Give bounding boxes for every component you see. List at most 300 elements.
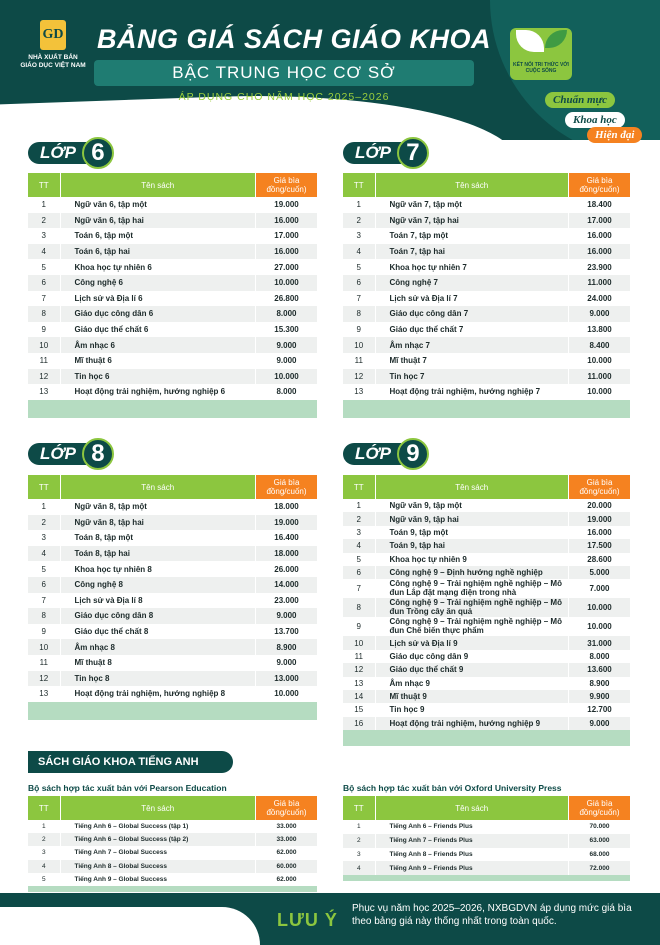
row-number: 9: [343, 617, 375, 636]
table-row: [343, 275, 631, 291]
table-row: [343, 539, 631, 552]
price-header-line1: Giá bìa: [273, 478, 300, 487]
book-price: 62.000: [256, 873, 318, 886]
book-name: Hoạt động trải nghiệm, hướng nghiệp 6: [60, 384, 256, 400]
row-number: 5: [343, 259, 375, 275]
book-name: Tin học 8: [60, 671, 256, 687]
book-name: Ngữ văn 6, tập hai: [60, 213, 256, 229]
table-row: [28, 546, 318, 562]
table-footer: [343, 875, 631, 881]
tag-khoa-hoc: Khoa học: [565, 112, 625, 128]
col-header-price: [569, 796, 631, 820]
book-name: Toán 9, tập một: [375, 526, 569, 539]
table-row: [343, 690, 631, 703]
book-price: 13.000: [256, 671, 318, 687]
book-price: 60.000: [256, 860, 318, 873]
col-header-name: Tên sách: [375, 173, 569, 197]
book-name: Toán 8, tập hai: [60, 546, 256, 562]
price-header-line2: đồng/cuốn): [579, 487, 620, 496]
row-number: 11: [343, 353, 375, 369]
table-row: [28, 322, 318, 338]
grade-8-table: [28, 475, 318, 720]
row-number: 8: [343, 306, 375, 322]
book-price: 17.000: [569, 213, 631, 229]
book-name: Tiếng Anh 7 – Global Success: [60, 846, 256, 859]
table-row: [343, 197, 631, 213]
row-number: 4: [28, 244, 60, 260]
table-row: [343, 861, 631, 875]
book-name: Mĩ thuật 9: [375, 690, 569, 703]
book-name: Ngữ văn 8, tập hai: [60, 515, 256, 531]
price-header-line2: đồng/cuốn): [266, 185, 307, 194]
col-header-tt: TT: [28, 173, 60, 197]
table-row: [343, 228, 631, 244]
row-number: 1: [343, 499, 375, 512]
table-row: [28, 593, 318, 609]
row-number: 1: [28, 820, 60, 833]
table-row: [28, 291, 318, 307]
book-price: 9.000: [256, 337, 318, 353]
book-price: 18.000: [256, 499, 318, 515]
oxford-table: [343, 796, 631, 881]
table-header: [343, 796, 631, 820]
table-footer-band: [28, 702, 318, 720]
row-number: 8: [28, 306, 60, 322]
grade-7-badge: [343, 138, 429, 168]
page-title: BẢNG GIÁ SÁCH GIÁO KHOA: [96, 24, 491, 54]
table-row: [343, 579, 631, 598]
col-header-name: Tên sách: [60, 173, 256, 197]
row-number: 15: [343, 703, 375, 716]
row-number: 3: [343, 848, 375, 862]
grade-6-table: [28, 173, 318, 418]
table-row: [343, 259, 631, 275]
book-price: 70.000: [569, 820, 631, 834]
book-name: Giáo dục thể chất 6: [60, 322, 256, 338]
row-number: 9: [28, 322, 60, 338]
table-footer-band: [28, 886, 318, 892]
book-price: 16.000: [569, 228, 631, 244]
table-row: [28, 259, 318, 275]
table-row: [28, 499, 318, 515]
row-number: 9: [28, 624, 60, 640]
book-name: Công nghệ 9 – Trải nghiệm nghề nghiệp – Mô đun Trồng cây ăn quả: [375, 598, 569, 617]
book-name: Tin học 6: [60, 369, 256, 385]
row-number: 10: [343, 636, 375, 649]
table-row: [28, 686, 318, 702]
note-title: LƯU Ý: [277, 910, 338, 930]
row-number: 2: [343, 213, 375, 229]
table-row: [28, 833, 318, 846]
table-row: [28, 873, 318, 886]
book-price: 72.000: [569, 861, 631, 875]
table-header: [28, 475, 318, 499]
row-number: 12: [28, 369, 60, 385]
book-name: Lịch sử và Địa lí 7: [375, 291, 569, 307]
col-header-tt: TT: [343, 475, 375, 499]
row-number: 10: [28, 639, 60, 655]
table-row: [28, 275, 318, 291]
book-price: 9.900: [569, 690, 631, 703]
book-name: Khoa học tự nhiên 6: [60, 259, 256, 275]
col-header-tt: TT: [343, 173, 375, 197]
table-footer-band: [343, 400, 631, 418]
table-row: [343, 337, 631, 353]
book-name: Tin học 7: [375, 369, 569, 385]
book-name: Ngữ văn 8, tập một: [60, 499, 256, 515]
table-row: [343, 499, 631, 512]
row-number: 4: [28, 860, 60, 873]
row-number: 7: [28, 593, 60, 609]
row-number: 5: [28, 561, 60, 577]
table-row: [28, 671, 318, 687]
table-row: [343, 244, 631, 260]
book-price: 62.000: [256, 846, 318, 859]
book-name: Tiếng Anh 6 – Global Success (tập 2): [60, 833, 256, 846]
book-price: 13.700: [256, 624, 318, 640]
table-row: [343, 353, 631, 369]
grade-label: LỚP: [28, 443, 86, 465]
table-row: [343, 512, 631, 525]
book-price: 63.000: [569, 834, 631, 848]
table-row: [28, 608, 318, 624]
row-number: 10: [343, 337, 375, 353]
row-number: 13: [343, 677, 375, 690]
book-price: 18.000: [256, 546, 318, 562]
table-row: [28, 639, 318, 655]
row-number: 13: [28, 686, 60, 702]
tag-hien-dai: Hiện đại: [587, 127, 642, 143]
book-price: 16.000: [256, 213, 318, 229]
table-footer-band: [28, 400, 318, 418]
english-section-title: SÁCH GIÁO KHOA TIẾNG ANH: [28, 751, 233, 773]
table-row: [28, 820, 318, 833]
table-row: [28, 515, 318, 531]
book-price: 8.900: [569, 677, 631, 690]
grade-7-table: [343, 173, 631, 418]
book-price: 16.000: [256, 244, 318, 260]
table-row: [28, 561, 318, 577]
table-row: [343, 636, 631, 649]
row-number: 6: [28, 275, 60, 291]
book-name: Lịch sử và Địa lí 6: [60, 291, 256, 307]
book-name: Giáo dục công dân 6: [60, 306, 256, 322]
book-name: Toán 6, tập hai: [60, 244, 256, 260]
book-name: Khoa học tự nhiên 8: [60, 561, 256, 577]
row-number: 2: [28, 213, 60, 229]
book-price: 20.000: [569, 499, 631, 512]
book-price: 11.000: [569, 369, 631, 385]
book-price: 9.000: [256, 655, 318, 671]
book-price: 23.900: [569, 259, 631, 275]
col-header-price: [256, 475, 318, 499]
book-price: 24.000: [569, 291, 631, 307]
table-row: [28, 337, 318, 353]
publisher-logo: [14, 20, 92, 70]
grade-6-badge: [28, 138, 114, 168]
grade-9-badge: [343, 439, 429, 469]
row-number: 6: [343, 566, 375, 579]
price-header-line1: Giá bìa: [586, 799, 613, 808]
table-row: [343, 820, 631, 834]
book-name: Tiếng Anh 8 – Global Success: [60, 860, 256, 873]
row-number: 7: [343, 291, 375, 307]
book-price: 9.000: [256, 353, 318, 369]
book-price: 8.000: [569, 650, 631, 663]
table-row: [28, 228, 318, 244]
row-number: 3: [28, 530, 60, 546]
price-header-line2: đồng/cuốn): [266, 487, 307, 496]
row-number: 1: [343, 197, 375, 213]
col-header-price: [256, 796, 318, 820]
price-header-line1: Giá bìa: [273, 799, 300, 808]
book-price: 8.900: [256, 639, 318, 655]
book-name: Toán 7, tập hai: [375, 244, 569, 260]
table-row: [343, 663, 631, 676]
note-wave: [0, 907, 260, 945]
book-name: Mĩ thuật 6: [60, 353, 256, 369]
row-number: 4: [343, 861, 375, 875]
table-row: [343, 213, 631, 229]
book-price: 8.000: [256, 306, 318, 322]
table-row: [343, 598, 631, 617]
tag-chuan-muc: Chuẩn mực: [545, 92, 615, 108]
book-name: Tiếng Anh 6 – Friends Plus: [375, 820, 569, 834]
book-name: Ngữ văn 6, tập một: [60, 197, 256, 213]
school-year: ÁP DỤNG CHO NĂM HỌC 2025–2026: [178, 91, 390, 103]
grade-9-table: [343, 475, 631, 746]
book-name: Hoạt động trải nghiệm, hướng nghiệp 7: [375, 384, 569, 400]
book-name: Giáo dục thể chất 7: [375, 322, 569, 338]
table-footer: [28, 886, 318, 892]
book-name: Giáo dục công dân 8: [60, 608, 256, 624]
table-row: [343, 717, 631, 730]
col-header-name: Tên sách: [60, 475, 256, 499]
book-name: Toán 7, tập một: [375, 228, 569, 244]
table-footer-band: [343, 875, 631, 881]
row-number: 2: [28, 515, 60, 531]
book-name: Tiếng Anh 6 – Global Success (tập 1): [60, 820, 256, 833]
book-name: Giáo dục thể chất 8: [60, 624, 256, 640]
book-price: 27.000: [256, 259, 318, 275]
book-name: Tin học 9: [375, 703, 569, 716]
book-name: Ngữ văn 7, tập một: [375, 197, 569, 213]
book-price: 13.600: [569, 663, 631, 676]
book-price: 10.000: [569, 617, 631, 636]
book-price: 16.000: [569, 526, 631, 539]
table-row: [28, 306, 318, 322]
row-number: 6: [343, 275, 375, 291]
row-number: 1: [28, 499, 60, 515]
col-header-name: Tên sách: [375, 475, 569, 499]
book-name: Toán 8, tập một: [60, 530, 256, 546]
row-number: 12: [343, 663, 375, 676]
book-price: 33.000: [256, 833, 318, 846]
book-price: 15.300: [256, 322, 318, 338]
table-row: [28, 213, 318, 229]
book-price: 28.600: [569, 553, 631, 566]
book-name: Âm nhạc 6: [60, 337, 256, 353]
table-footer-band: [343, 730, 631, 746]
price-header-line1: Giá bìa: [586, 478, 613, 487]
book-name: Giáo dục thể chất 9: [375, 663, 569, 676]
row-number: 3: [343, 526, 375, 539]
table-row: [28, 384, 318, 400]
col-header-price: [256, 173, 318, 197]
row-number: 3: [28, 846, 60, 859]
book-name: Âm nhạc 8: [60, 639, 256, 655]
row-number: 12: [28, 671, 60, 687]
table-row: [343, 291, 631, 307]
row-number: 4: [28, 546, 60, 562]
table-row: [343, 617, 631, 636]
row-number: 1: [28, 197, 60, 213]
row-number: 2: [343, 834, 375, 848]
note-text: Phục vụ năm học 2025–2026, NXBGDVN áp dụng mức giá bìa theo bảng giá này thống nhất trong toàn quốc.: [352, 903, 632, 927]
table-row: [28, 530, 318, 546]
table-header: [343, 173, 631, 197]
pearson-label: Bộ sách hợp tác xuất bản với Pearson Education: [28, 783, 227, 793]
table-row: [343, 553, 631, 566]
table-row: [343, 650, 631, 663]
grade-label: LỚP: [28, 142, 86, 164]
book-name: Hoạt động trải nghiệm, hướng nghiệp 8: [60, 686, 256, 702]
pearson-table: [28, 796, 318, 892]
grade-label: LỚP: [343, 142, 401, 164]
book-name: Tiếng Anh 8 – Friends Plus: [375, 848, 569, 862]
book-price: 10.000: [569, 598, 631, 617]
book-price: 19.000: [569, 512, 631, 525]
grade-label: LỚP: [343, 443, 401, 465]
book-name: Tiếng Anh 9 – Friends Plus: [375, 861, 569, 875]
row-number: 11: [343, 650, 375, 663]
table-footer: [28, 702, 318, 720]
row-number: 9: [343, 322, 375, 338]
table-row: [343, 834, 631, 848]
table-row: [28, 244, 318, 260]
book-name: Ngữ văn 9, tập một: [375, 499, 569, 512]
book-price: 31.000: [569, 636, 631, 649]
grade-number: 8: [82, 438, 114, 470]
book-price: 33.000: [256, 820, 318, 833]
book-price: 10.000: [256, 369, 318, 385]
book-name: Ngữ văn 7, tập hai: [375, 213, 569, 229]
grade-number: 9: [397, 438, 429, 470]
row-number: 8: [28, 608, 60, 624]
book-name: Mĩ thuật 8: [60, 655, 256, 671]
table-row: [343, 677, 631, 690]
table-row: [28, 860, 318, 873]
book-price: 68.000: [569, 848, 631, 862]
price-header-line1: Giá bìa: [586, 176, 613, 185]
book-price: 9.000: [569, 717, 631, 730]
publisher-name-line1: NHÀ XUẤT BẢN: [28, 54, 78, 61]
book-name: Mĩ thuật 7: [375, 353, 569, 369]
col-header-name: Tên sách: [375, 796, 569, 820]
gd-logo-icon: GD: [40, 20, 66, 50]
book-price: 10.000: [256, 686, 318, 702]
page-subtitle: BẬC TRUNG HỌC CƠ SỞ: [94, 60, 474, 86]
table-row: [343, 322, 631, 338]
row-number: 11: [28, 353, 60, 369]
book-name: Công nghệ 6: [60, 275, 256, 291]
book-price: 11.000: [569, 275, 631, 291]
table-row: [343, 306, 631, 322]
book-name: Tiếng Anh 9 – Global Success: [60, 873, 256, 886]
table-row: [28, 353, 318, 369]
table-row: [343, 526, 631, 539]
table-row: [28, 655, 318, 671]
slogan-text: KẾT NỐI TRI THỨC VỚI CUỘC SỐNG: [513, 62, 569, 74]
row-number: 5: [28, 873, 60, 886]
table-row: [343, 369, 631, 385]
book-name: Lịch sử và Địa lí 9: [375, 636, 569, 649]
book-price: 17.500: [569, 539, 631, 552]
row-number: 10: [28, 337, 60, 353]
price-header-line2: đồng/cuốn): [579, 808, 620, 817]
row-number: 8: [343, 598, 375, 617]
book-name: Công nghệ 8: [60, 577, 256, 593]
row-number: 6: [28, 577, 60, 593]
book-price: 8.400: [569, 337, 631, 353]
book-price: 26.000: [256, 561, 318, 577]
book-price: 10.000: [256, 275, 318, 291]
row-number: 13: [343, 384, 375, 400]
row-number: 3: [28, 228, 60, 244]
row-number: 2: [28, 833, 60, 846]
book-name: Toán 9, tập hai: [375, 539, 569, 552]
price-header-line2: đồng/cuốn): [579, 185, 620, 194]
row-number: 11: [28, 655, 60, 671]
book-name: Giáo dục công dân 9: [375, 650, 569, 663]
book-name: Lịch sử và Địa lí 8: [60, 593, 256, 609]
book-name: Âm nhạc 7: [375, 337, 569, 353]
table-row: [343, 384, 631, 400]
price-header-line2: đồng/cuốn): [266, 808, 307, 817]
book-price: 26.800: [256, 291, 318, 307]
row-number: 16: [343, 717, 375, 730]
book-price: 17.000: [256, 228, 318, 244]
row-number: 4: [343, 539, 375, 552]
book-name: Giáo dục công dân 7: [375, 306, 569, 322]
table-row: [28, 577, 318, 593]
book-price: 23.000: [256, 593, 318, 609]
table-row: [343, 703, 631, 716]
book-price: 12.700: [569, 703, 631, 716]
row-number: 7: [343, 579, 375, 598]
book-price: 18.400: [569, 197, 631, 213]
row-number: 3: [343, 228, 375, 244]
table-header: [28, 173, 318, 197]
book-price: 10.000: [569, 384, 631, 400]
book-name: Công nghệ 9 – Định hướng nghề nghiệp: [375, 566, 569, 579]
row-number: 4: [343, 244, 375, 260]
col-header-price: [569, 475, 631, 499]
book-name: Âm nhạc 9: [375, 677, 569, 690]
book-price: 19.000: [256, 515, 318, 531]
table-footer: [343, 730, 631, 746]
book-name: Công nghệ 9 – Trải nghiệm nghề nghiệp – Mô đun Lắp đặt mạng điện trong nhà: [375, 579, 569, 598]
book-name: Khoa học tự nhiên 9: [375, 553, 569, 566]
col-header-name: Tên sách: [60, 796, 256, 820]
book-price: 19.000: [256, 197, 318, 213]
row-number: 5: [28, 259, 60, 275]
book-name: Công nghệ 9 – Trải nghiệm nghề nghiệp – Mô đun Chế biến thực phẩm: [375, 617, 569, 636]
book-price: 5.000: [569, 566, 631, 579]
book-price: 14.000: [256, 577, 318, 593]
price-header-line1: Giá bìa: [273, 176, 300, 185]
book-price: 9.000: [569, 306, 631, 322]
